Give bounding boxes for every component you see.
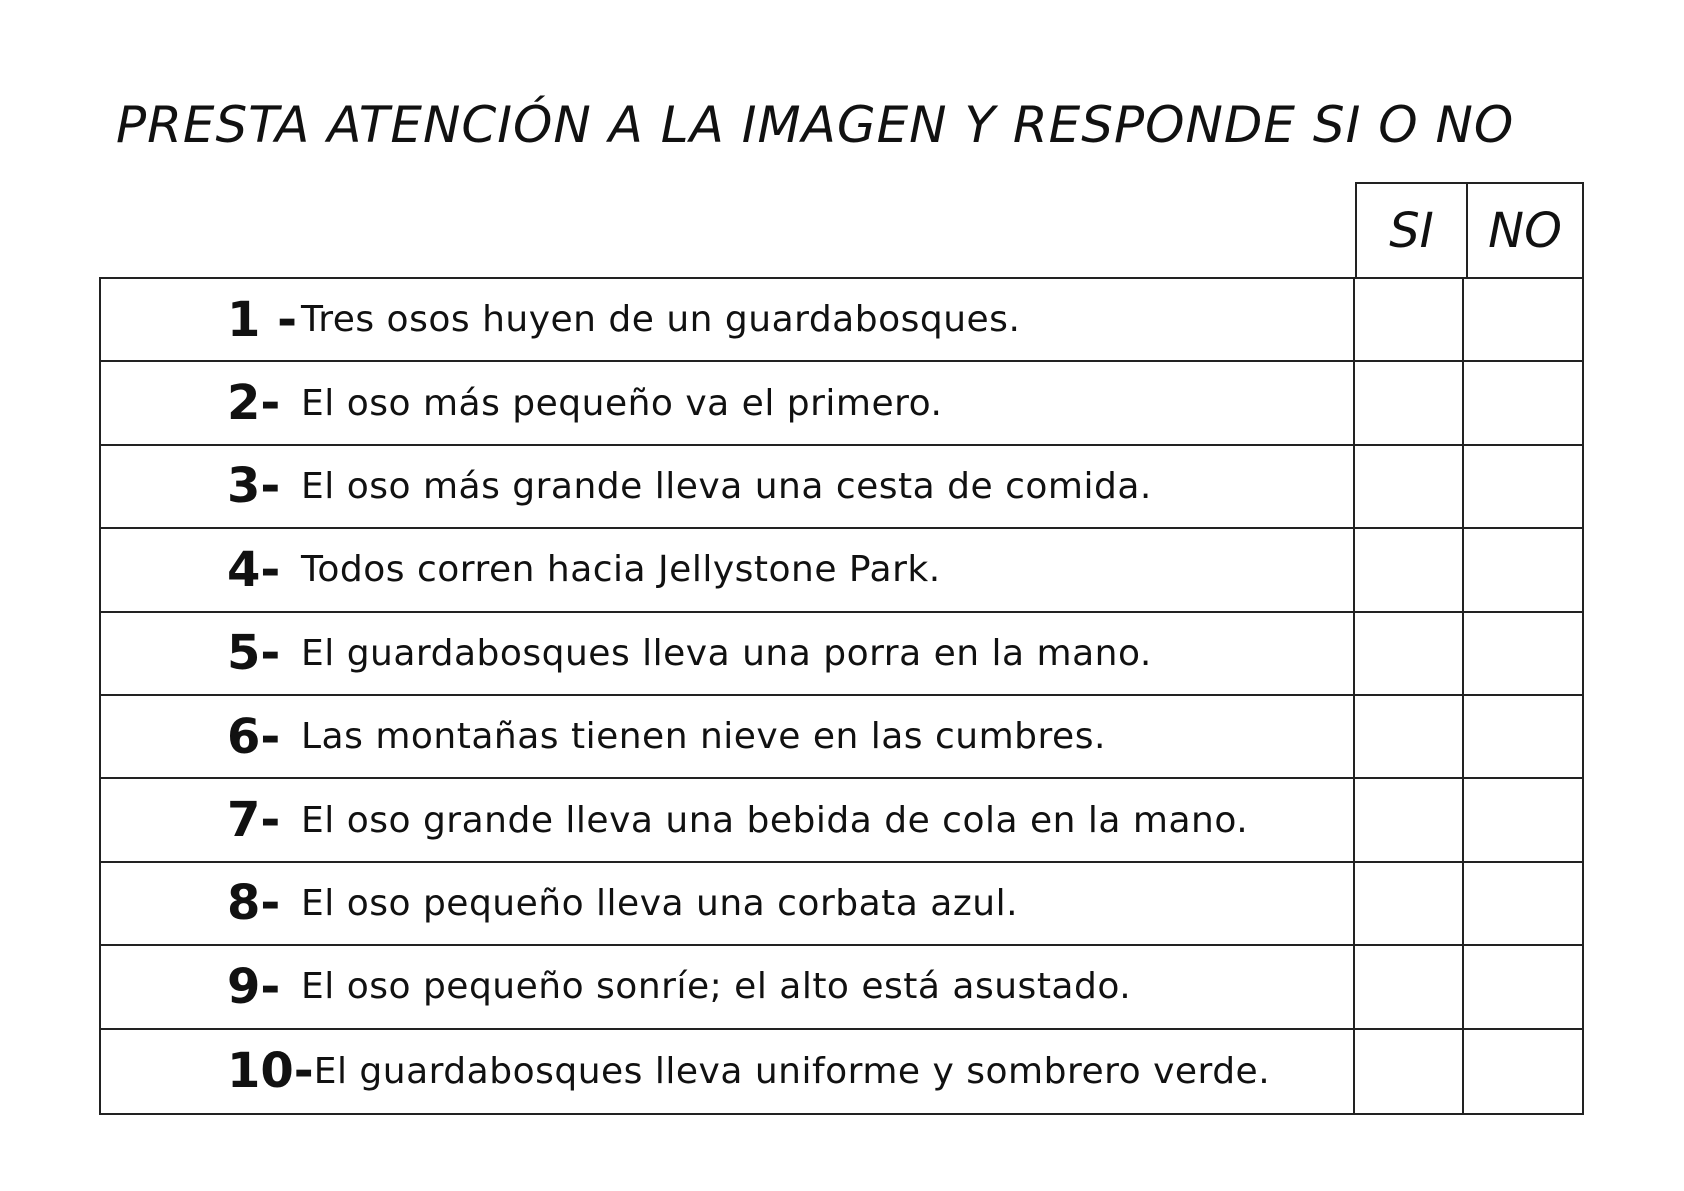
answer-no-box[interactable]: [1464, 279, 1582, 360]
answer-si-box[interactable]: [1355, 1030, 1464, 1113]
question-cell: [101, 529, 1355, 610]
answer-si-box[interactable]: [1355, 362, 1464, 443]
answer-no-box[interactable]: [1464, 529, 1582, 610]
answer-si-box[interactable]: [1355, 446, 1464, 527]
question-row-8: [101, 863, 1582, 946]
answer-column-header: [1355, 182, 1584, 277]
question-row-7: [101, 779, 1582, 862]
page-title: PRESTA ATENCIÓN A LA IMAGEN Y RESPONDE SI O NO: [116, 96, 1515, 154]
answer-si-box[interactable]: [1355, 946, 1464, 1027]
question-number: 5-: [227, 625, 281, 682]
question-cell: [101, 696, 1355, 777]
question-number: 3-: [227, 458, 281, 515]
question-cell: [101, 446, 1355, 527]
question-cell: [101, 863, 1355, 944]
question-row-9: [101, 946, 1582, 1029]
no-column-header: NO: [1488, 202, 1562, 259]
si-column-header: SI: [1357, 184, 1468, 277]
question-text: El guardabosques lleva uniforme y sombrero verde.: [313, 1050, 1271, 1092]
answer-no-box[interactable]: [1464, 863, 1582, 944]
question-cell: [101, 613, 1355, 694]
answer-si-box[interactable]: [1355, 863, 1464, 944]
question-cell: [101, 946, 1355, 1027]
question-row-3: [101, 446, 1582, 529]
question-text: El oso pequeño sonríe; el alto está asustado.: [301, 966, 1132, 1008]
question-number: 2-: [227, 375, 281, 432]
question-text: El oso pequeño lleva una corbata azul.: [301, 882, 1019, 924]
answer-si-box[interactable]: [1355, 279, 1464, 360]
answer-no-box[interactable]: [1464, 613, 1582, 694]
question-row-4: [101, 529, 1582, 612]
question-number: 4-: [227, 541, 281, 598]
question-text: El guardabosques lleva una porra en la mano.: [301, 632, 1152, 674]
question-number: 6-: [227, 708, 281, 765]
question-cell: [101, 779, 1355, 860]
question-text: El oso más pequeño va el primero.: [301, 382, 943, 424]
question-text: Todos corren hacia Jellystone Park.: [301, 549, 941, 591]
question-number: 8-: [227, 875, 281, 932]
answer-si-box[interactable]: [1355, 613, 1464, 694]
question-cell: [101, 279, 1355, 360]
answer-si-box[interactable]: [1355, 529, 1464, 610]
question-row-1: [101, 279, 1582, 362]
question-number: 7-: [227, 792, 281, 849]
question-row-6: [101, 696, 1582, 779]
answer-no-box[interactable]: [1464, 779, 1582, 860]
question-row-10: [101, 1030, 1582, 1113]
question-number: 10-: [227, 1043, 314, 1100]
question-text: El oso más grande lleva una cesta de comida.: [301, 465, 1152, 507]
answer-no-box[interactable]: [1464, 362, 1582, 443]
question-row-2: [101, 362, 1582, 445]
answer-no-box[interactable]: [1464, 1030, 1582, 1113]
question-text: El oso grande lleva una bebida de cola en la mano.: [301, 799, 1249, 841]
answer-si-box[interactable]: [1355, 696, 1464, 777]
answer-no-box[interactable]: [1464, 446, 1582, 527]
question-text: Tres osos huyen de un guardabosques.: [301, 299, 1021, 341]
question-cell: [101, 1030, 1355, 1113]
questions-table: [99, 277, 1584, 1115]
question-row-5: [101, 613, 1582, 696]
question-text: Las montañas tienen nieve en las cumbres.: [301, 716, 1106, 758]
question-cell: [101, 362, 1355, 443]
question-number: 1 -: [227, 291, 298, 348]
answer-no-box[interactable]: [1464, 696, 1582, 777]
answer-si-box[interactable]: [1355, 779, 1464, 860]
answer-no-box[interactable]: [1464, 946, 1582, 1027]
question-number: 9-: [227, 958, 281, 1015]
